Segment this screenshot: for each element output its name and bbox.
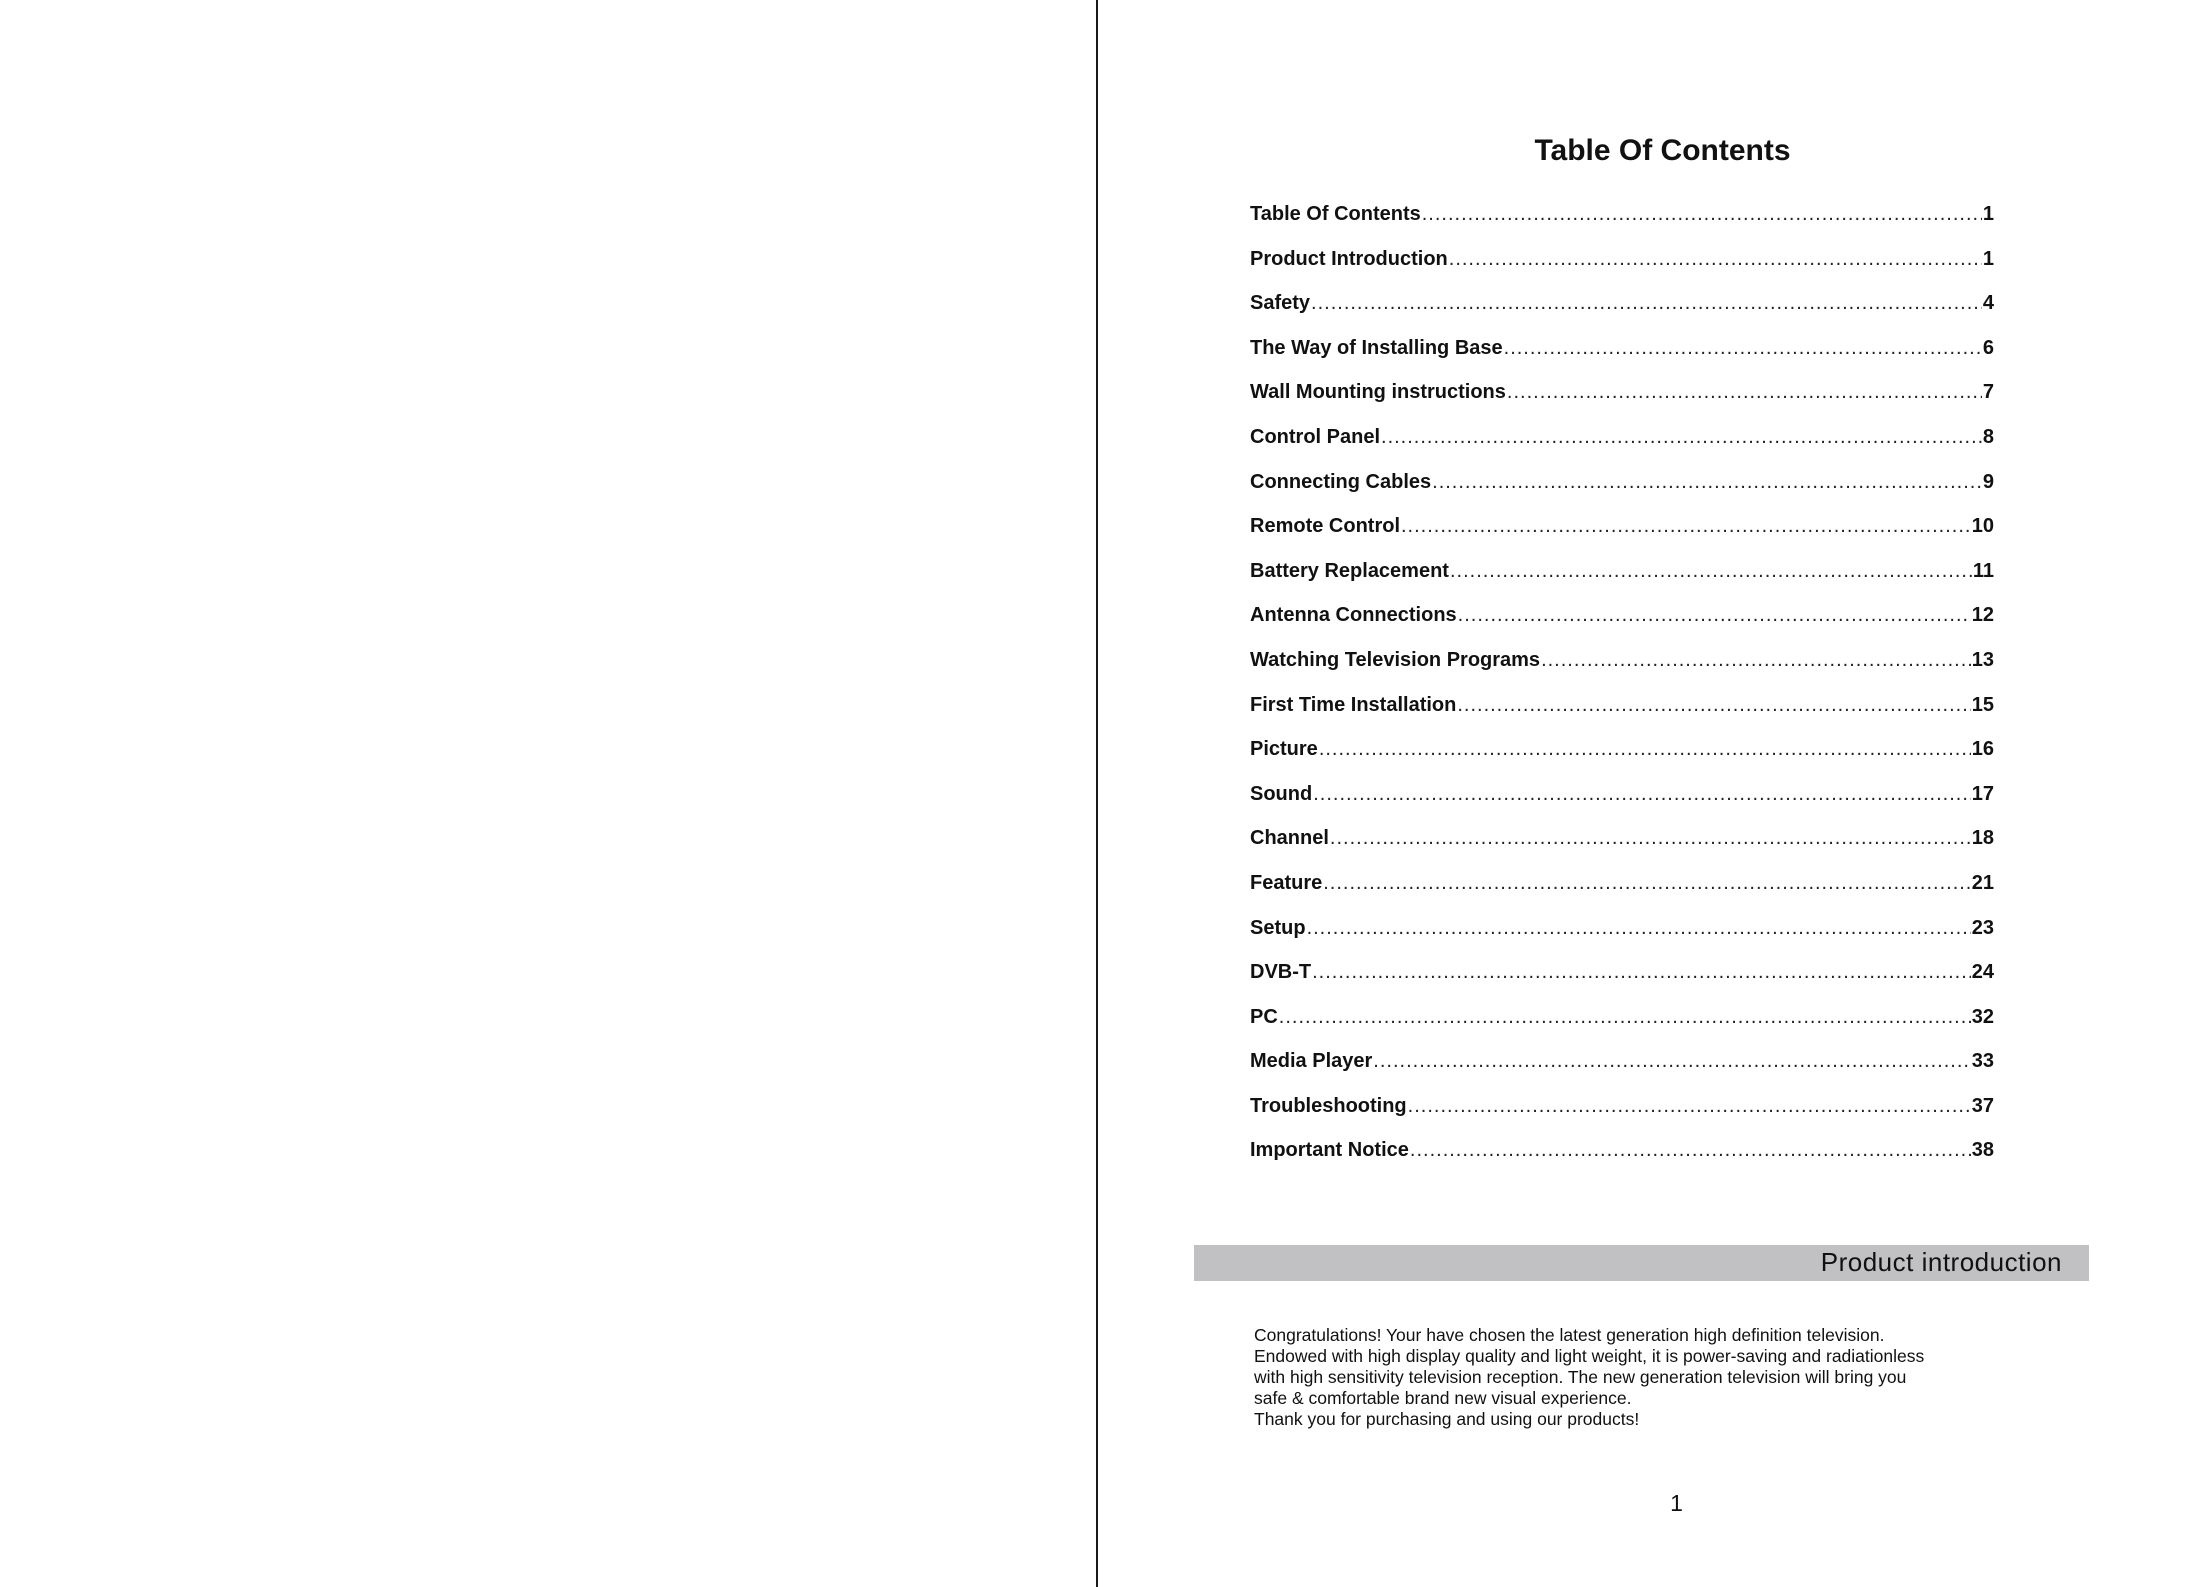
toc-dot-leader	[1312, 961, 1971, 984]
toc-entry-page: 1	[1982, 203, 1994, 225]
toc-dot-leader	[1279, 1006, 1971, 1029]
page-number: 1	[1670, 1490, 1683, 1516]
toc-entry-page: 38	[1971, 1139, 1994, 1162]
toc-entry-label: Table Of Contents	[1250, 203, 1421, 225]
toc-entry-page: 11	[1972, 559, 1994, 582]
toc-entry-page: 37	[1971, 1094, 1994, 1117]
toc-entry	[1250, 1139, 1994, 1184]
toc-entry-label: DVB-T	[1250, 961, 1312, 984]
toc-entry-label: Connecting Cables	[1250, 470, 1432, 493]
toc-entry-page: 32	[1971, 1005, 1994, 1028]
toc-dot-leader	[1432, 471, 1982, 494]
section-header-bar	[1194, 1245, 2089, 1281]
toc-entry	[1250, 426, 1994, 471]
toc-entry	[1250, 961, 1994, 1006]
toc-entry-page: 33	[1971, 1050, 1994, 1073]
toc-dot-leader	[1450, 560, 1972, 583]
toc-entry-label: Setup	[1250, 916, 1306, 939]
intro-line: with high sensitivity television reception. The new generation television will bring you	[1254, 1367, 1907, 1387]
toc-dot-leader	[1323, 872, 1971, 895]
toc-entry-label: PC	[1250, 1005, 1278, 1028]
toc-entry-label: Media Player	[1250, 1050, 1373, 1073]
toc-entry-page: 4	[1982, 292, 1994, 315]
toc-entry	[1250, 694, 1994, 739]
toc-entry	[1250, 471, 1994, 516]
toc-entry-page: 21	[1971, 871, 1994, 894]
toc-title: Table Of Contents	[1534, 134, 1791, 167]
toc-dot-leader	[1313, 783, 1971, 806]
toc-entry-page: 16	[1971, 738, 1994, 761]
toc-entry-label: Sound	[1250, 782, 1313, 805]
toc-entry	[1250, 604, 1994, 649]
toc-entry-label: Important Notice	[1250, 1139, 1409, 1162]
toc-entry	[1250, 1050, 1994, 1095]
toc-entry-page: 23	[1971, 916, 1994, 939]
toc-dot-leader	[1330, 827, 1971, 850]
toc-dot-leader	[1401, 515, 1971, 538]
toc-entry-label: Troubleshooting	[1250, 1094, 1407, 1117]
toc-dot-leader	[1449, 248, 1982, 271]
toc-dot-leader	[1507, 381, 1982, 404]
toc-dot-leader	[1307, 917, 1971, 940]
toc-entry-page: 9	[1982, 470, 1994, 493]
toc-entry-page: 13	[1971, 648, 1994, 671]
toc-entry-label: Control Panel	[1250, 425, 1381, 448]
toc-entry-label: Feature	[1250, 871, 1323, 894]
intro-line: Endowed with high display quality and light weight, it is power-saving and radiationless	[1254, 1346, 1925, 1366]
toc-entry-label: Picture	[1250, 738, 1318, 761]
toc-entry-label: Safety	[1250, 292, 1311, 315]
toc-entry	[1250, 515, 1994, 560]
toc-entry	[1250, 649, 1994, 694]
toc-entry-page: 1	[1982, 247, 1994, 270]
toc-entry	[1250, 292, 1994, 337]
toc-dot-leader	[1319, 738, 1971, 761]
toc-dot-leader	[1381, 426, 1982, 449]
toc-entry-label: Channel	[1250, 827, 1329, 850]
toc-entry-label: Wall Mounting instructions	[1250, 381, 1506, 404]
toc-dot-leader	[1458, 604, 1971, 627]
toc-entry-label: First Time Installation	[1250, 693, 1457, 716]
toc-entry-label: Watching Television Programs	[1250, 648, 1541, 671]
toc-list	[1250, 203, 1994, 1184]
toc-entry	[1250, 203, 1994, 248]
intro-line: Congratulations! Your have chosen the latest generation high definition television.	[1254, 1325, 1885, 1345]
toc-dot-leader	[1311, 292, 1982, 315]
toc-entry	[1250, 872, 1994, 917]
intro-line: safe & comfortable brand new visual experience.	[1254, 1388, 1632, 1408]
toc-entry-page: 24	[1971, 961, 1994, 984]
toc-entry-page: 8	[1982, 425, 1994, 448]
toc-entry-page: 17	[1971, 782, 1994, 805]
toc-entry-page: 10	[1971, 515, 1994, 538]
toc-entry	[1250, 337, 1994, 382]
toc-entry-page: 12	[1971, 604, 1994, 627]
section-title: Product introduction	[1820, 1247, 2062, 1277]
toc-entry	[1250, 381, 1994, 426]
toc-entry	[1250, 1006, 1994, 1051]
toc-dot-leader	[1422, 203, 1982, 226]
toc-entry-label: Remote Control	[1250, 515, 1400, 538]
toc-entry-label: The Way of Installing Base	[1250, 336, 1503, 359]
toc-entry-label: Antenna Connections	[1250, 604, 1457, 627]
toc-dot-leader	[1457, 694, 1970, 717]
toc-entry	[1250, 248, 1994, 293]
toc-entry	[1250, 783, 1994, 828]
toc-entry-page: 7	[1982, 381, 1994, 404]
intro-text	[1254, 1325, 2014, 1430]
toc-entry-label: Battery Replacement	[1250, 559, 1449, 582]
toc-entry	[1250, 917, 1994, 962]
toc-entry-page: 18	[1971, 827, 1994, 850]
toc-dot-leader	[1504, 337, 1982, 360]
toc-entry	[1250, 1095, 1994, 1140]
toc-entry-page: 15	[1971, 693, 1994, 716]
toc-dot-leader	[1410, 1139, 1971, 1162]
toc-entry-label: Product Introduction	[1250, 247, 1448, 270]
toc-dot-leader	[1408, 1095, 1971, 1118]
toc-entry-page: 6	[1982, 336, 1994, 359]
toc-entry	[1250, 738, 1994, 783]
right-page	[1098, 0, 2189, 1587]
toc-entry	[1250, 560, 1994, 605]
toc-dot-leader	[1373, 1050, 1970, 1073]
toc-entry	[1250, 827, 1994, 872]
intro-line: Thank you for purchasing and using our products!	[1254, 1409, 1640, 1429]
toc-dot-leader	[1541, 649, 1971, 672]
